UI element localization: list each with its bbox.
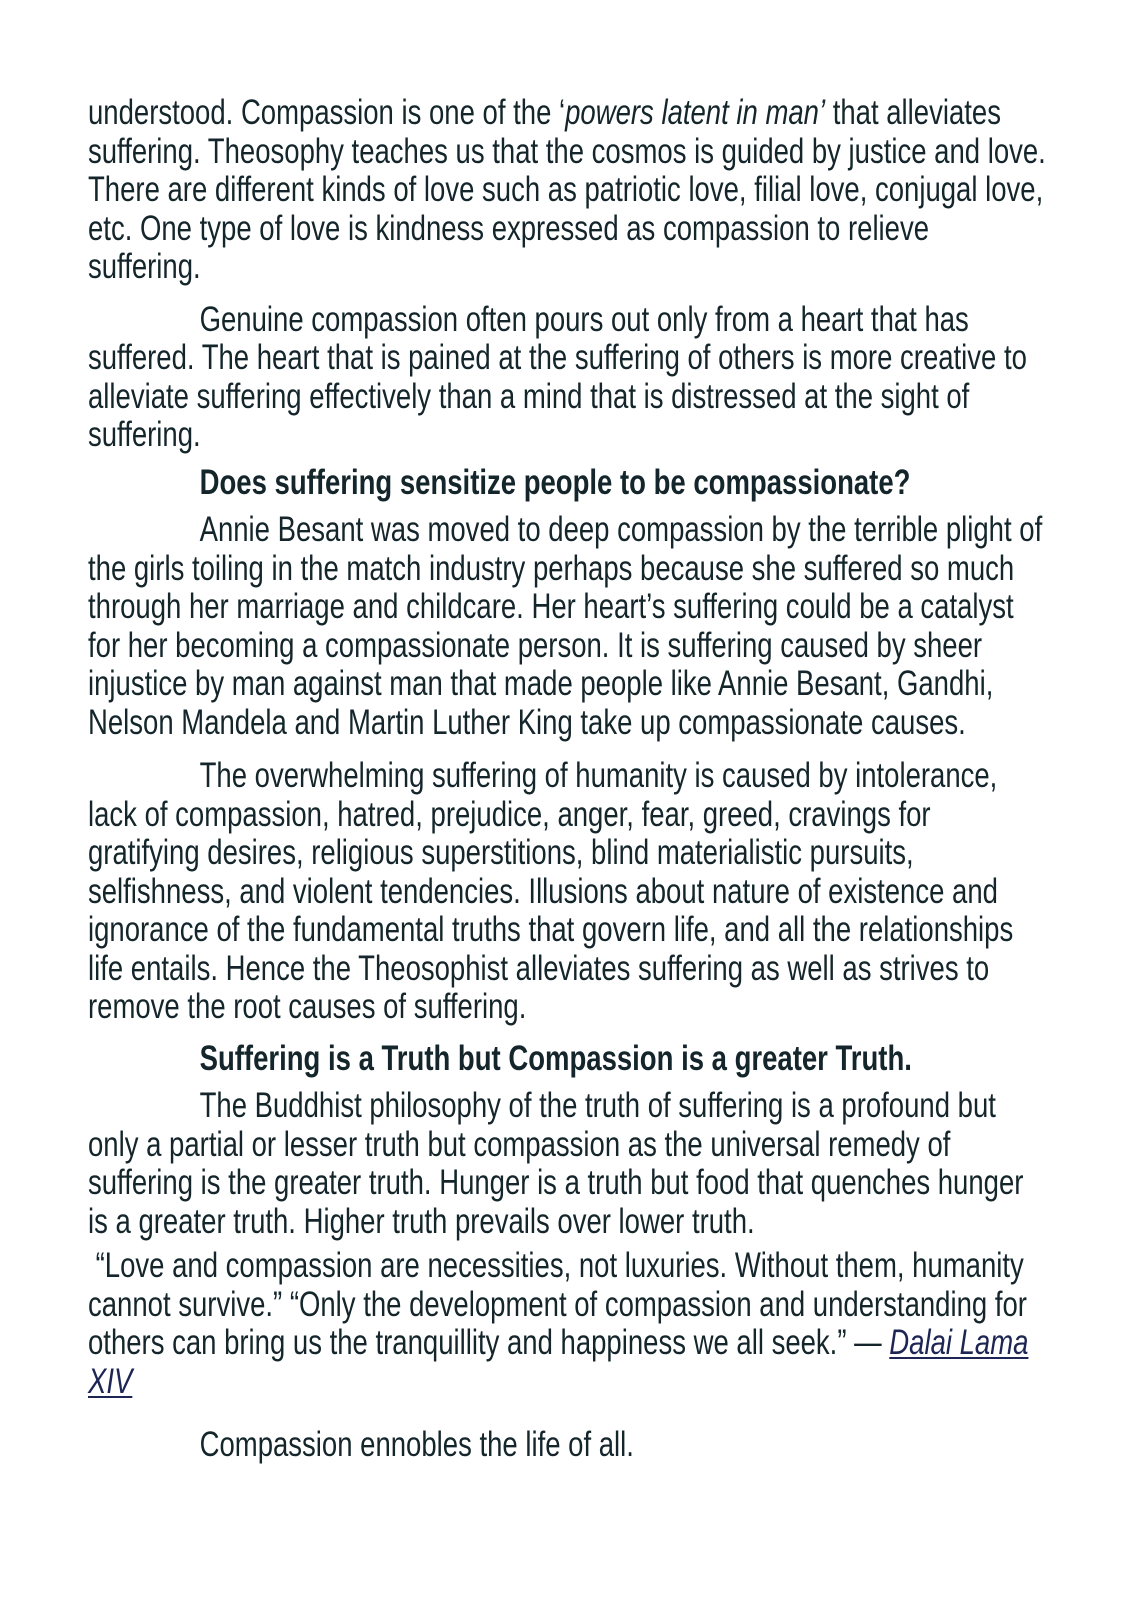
paragraph-genuine-compassion: Genuine compassion often pours out only from a heart that has suffered. The heart that is pained at the suffering of others is more creative to alleviate suffering effectively than a mind that is distressed at the sight of suffering. [88, 299, 1027, 454]
paragraph-overwhelming-suffering: The overwhelming suffering of humanity is caused by intolerance, lack of compassion, hatred, prejudice, anger, fear, greed, cravings for gratifying desires, religious superstitions, blind materialistic pursuits, selfishness, and violent tendencies. Illusions about nature of existence and ignorance of the fundamental truths that govern life, and all the relationships life entails. Hence the Theosophist alleviates suffering as well as strives to remove the root causes of suffering. [88, 756, 1014, 1026]
paragraph-closing-line: Compassion ennobles the life of all. [199, 1425, 634, 1464]
paragraph-continuation-text: understood. Compassion is one of the ‘ [88, 93, 566, 132]
heading-does-suffering-sensitize: Does suffering sensitize people to be compassionate? [199, 462, 911, 502]
paragraph-dalai-lama-quote [88, 1247, 1048, 1401]
text-block [88, 94, 1048, 1465]
paragraph-continuation [88, 94, 1048, 287]
paragraph-continuation-rest: that alleviates suffering. Theosophy teaches us that the cosmos is guided by justice and love. There are different kinds of love such as patriotic love, filial love, conjugal love, etc. One type of love is kindness expressed as compassion to relieve suffering. [88, 93, 1046, 286]
italic-phrase-powers-latent: powers latent in man’ [565, 93, 826, 132]
quote-text: “Love and compassion are necessities, not luxuries. Without them, humanity cannot survive.” “Only the development of compassion and understanding for others can bring us the tranquillity and happiness we all seek.” — [88, 1246, 1027, 1362]
dalai-lama-link[interactable]: Dalai Lama XIV [88, 1323, 1029, 1401]
heading-suffering-is-a-truth: Suffering is a Truth but Compassion is a greater Truth. [199, 1038, 912, 1078]
paragraph-annie-besant: Annie Besant was moved to deep compassion by the terrible plight of the girls toiling in the match industry perhaps because she suffered so much through her marriage and childcare. Her heart’s suffering could be a catalyst for her becoming a compassionate person. It is suffering caused by sheer injustice by man against man that made people like Annie Besant, Gandhi, Nelson Mandela and Martin Luther King take up compassionate causes. [88, 510, 1043, 742]
paragraph-buddhist-philosophy: The Buddhist philosophy of the truth of suffering is a profound but only a partial or lesser truth but compassion as the universal remedy of suffering is the greater truth. Hunger is a truth but food that quenches hunger is a greater truth. Higher truth prevails over lower truth. [88, 1086, 1024, 1241]
